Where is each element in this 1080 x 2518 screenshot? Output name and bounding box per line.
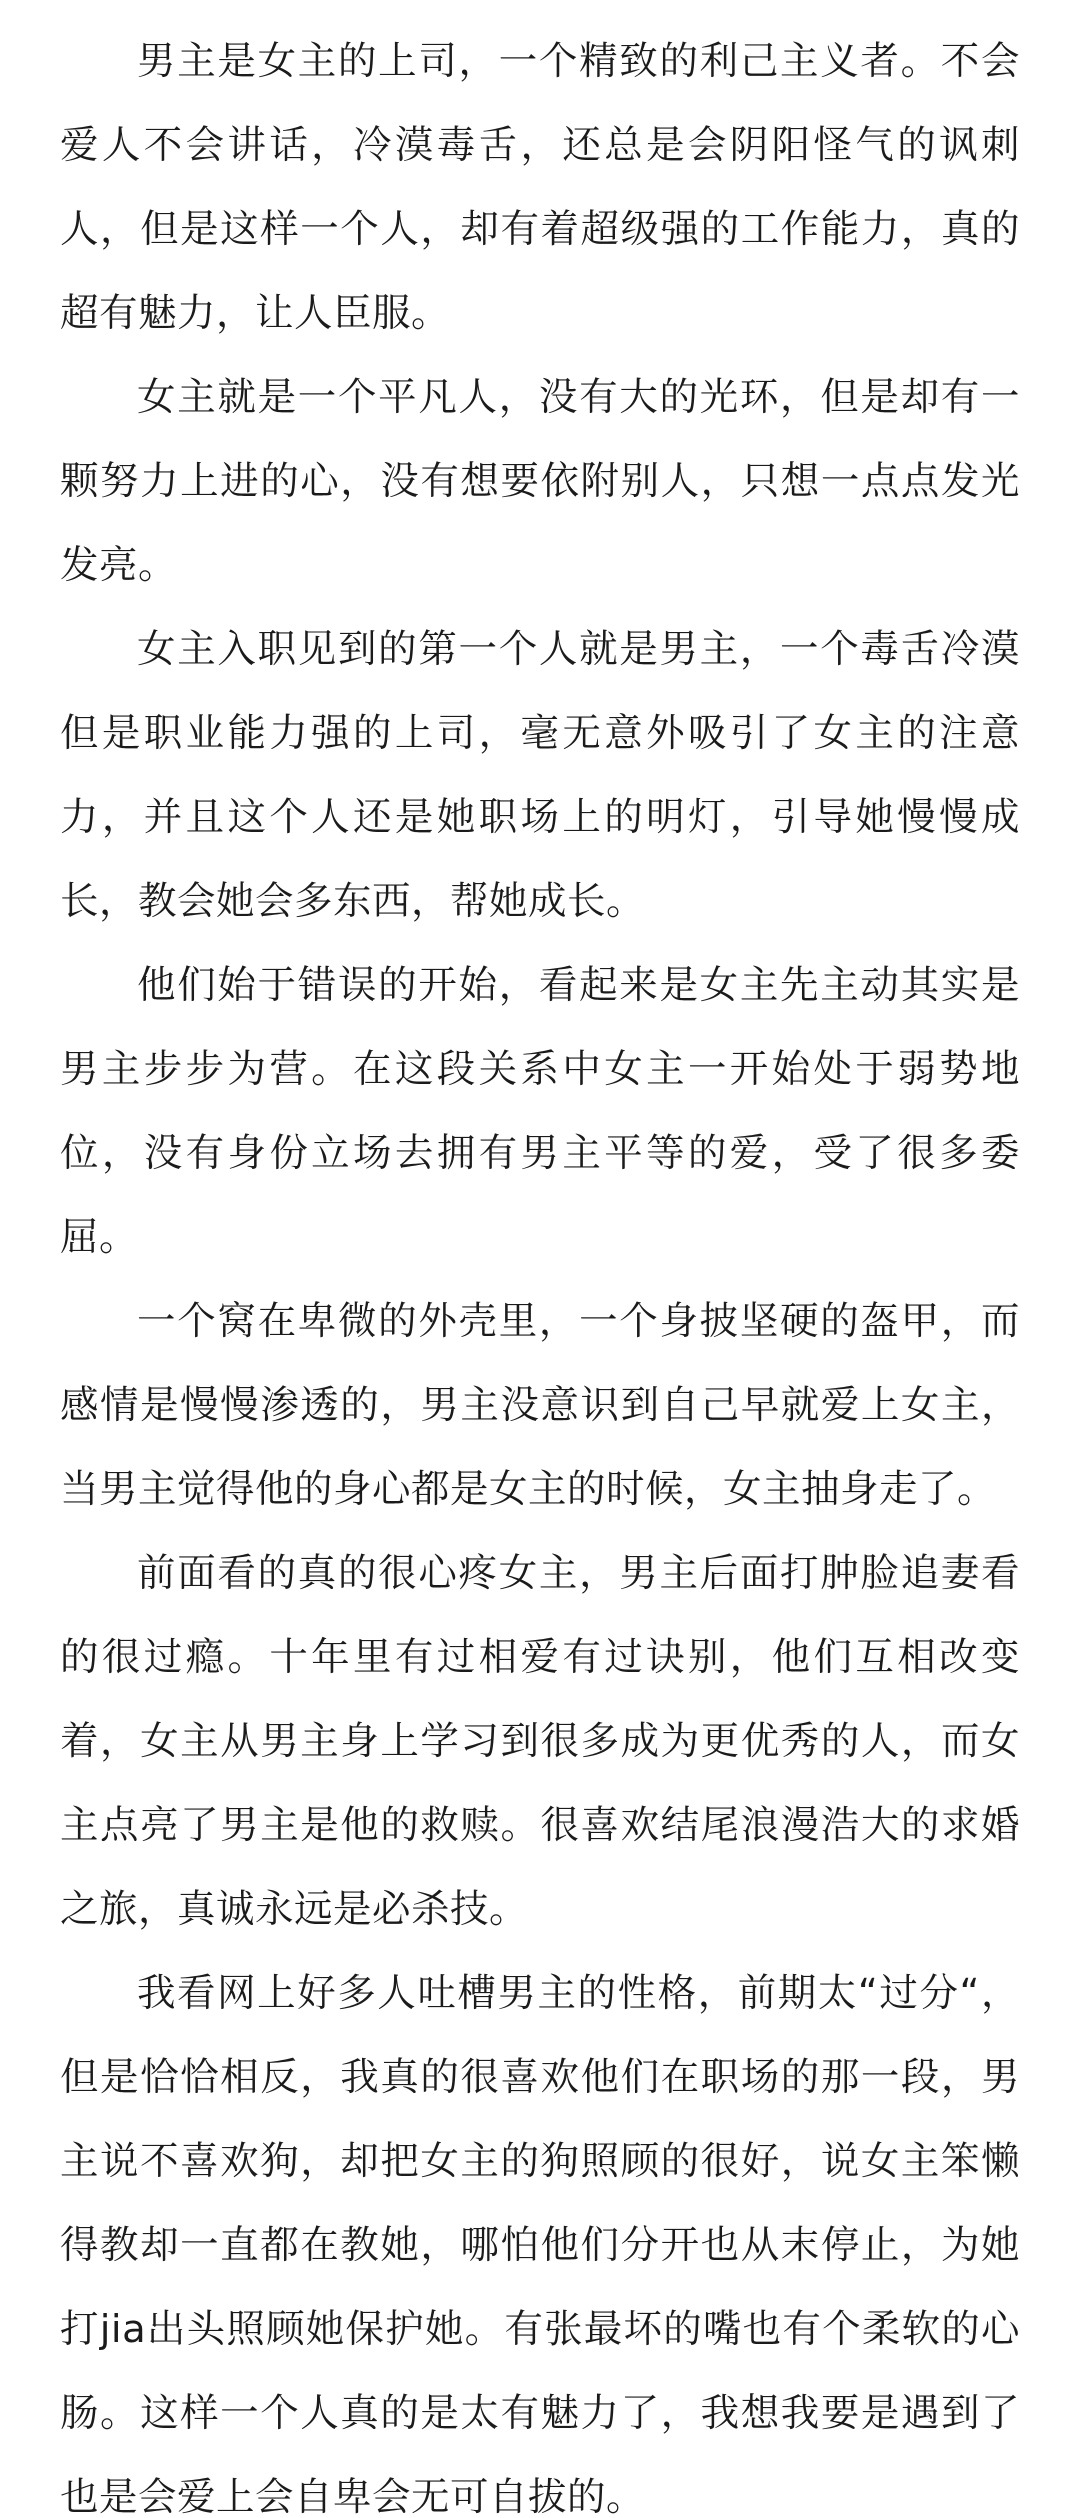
paragraph-5: 一个窝在卑微的外壳里，一个身披坚硬的盔甲，而感情是慢慢渗透的，男主没意识到自己早就爱上女主，当男主觉得他的身心都是女主的时候，女主抽身走了。 [60,1299,1020,1512]
paragraph-7: 我看网上好多人吐槽男主的性格，前期太“过分“，但是恰恰相反，我真的很喜欢他们在职场的那一段，男主说不喜欢狗，却把女主的狗照顾的很好，说女主笨懒得教却一直都在教她，哪怕他们分开也从末停止，为她打jia出头照顾她保护她。有张最坏的嘴也有个柔软的心肠。这样一个人真的是太有魅力了，我想我要是遇到了也是会爱上会自卑会无可自拔的。 [60,1971,1020,2518]
paragraph-1: 男主是女主的上司，一个精致的利己主义者。不会爱人不会讲话，冷漠毒舌，还总是会阴阳怪气的讽刺人，但是这样一个人，却有着超级强的工作能力，真的超有魅力，让人臣服。 [60,39,1020,336]
paragraph-2: 女主就是一个平凡人，没有大的光环，但是却有一颗努力上进的心，没有想要依附别人，只想一点点发光发亮。 [60,375,1020,588]
article-body [60,20,1020,2518]
paragraph-4: 他们始于错误的开始，看起来是女主先主动其实是男主步步为营。在这段关系中女主一开始处于弱势地位，没有身份立场去拥有男主平等的爱，受了很多委屈。 [60,963,1020,1260]
paragraph-3: 女主入职见到的第一个人就是男主，一个毒舌冷漠但是职业能力强的上司，毫无意外吸引了女主的注意力，并且这个人还是她职场上的明灯，引导她慢慢成长，教会她会多东西，帮她成长。 [60,627,1020,924]
paragraph-6: 前面看的真的很心疼女主，男主后面打肿脸追妻看的很过瘾。十年里有过相爱有过诀别，他们互相改变着，女主从男主身上学习到很多成为更优秀的人，而女主点亮了男主是他的救赎。很喜欢结尾浪漫浩大的求婚之旅，真诚永远是必杀技。 [60,1551,1020,1932]
